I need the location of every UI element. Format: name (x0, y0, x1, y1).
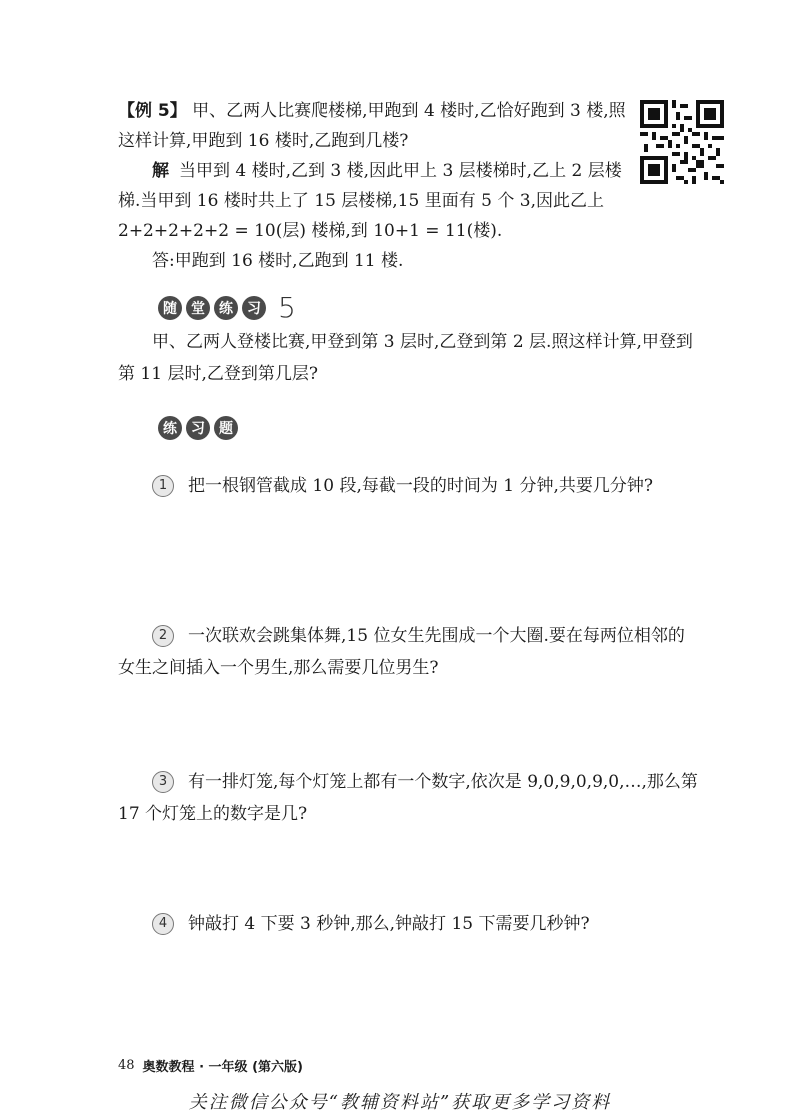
practice-badge-4: 习 (242, 296, 266, 320)
exercise-badge-3: 题 (214, 416, 238, 440)
qr-code-icon[interactable] (640, 100, 724, 184)
exercise-4-body: 钟敲打 4 下要 3 秒钟,那么,钟敲打 15 下需要几秒钟? (188, 914, 590, 934)
example-problem (118, 96, 638, 156)
example-5-block (118, 96, 638, 276)
practice-badge-3: 练 (214, 296, 238, 320)
exercise-badge-2: 习 (186, 416, 210, 440)
example-answer: 答:甲跑到 16 楼时,乙跑到 11 楼. (152, 251, 404, 271)
watermark-text: 关注微信公众号“教辅资料站”获取更多学习资料 (188, 1092, 612, 1113)
page-footer (118, 1056, 303, 1075)
practice-problem (118, 326, 700, 390)
exercise-section-header (158, 416, 242, 440)
exercise-1-text (118, 470, 700, 502)
solution-text: 当甲到 4 楼时,乙到 3 楼,因此甲上 3 层楼梯时,乙上 2 层楼梯.当甲到 16 楼时共上了 15 层楼梯,15 里面有 5 个 3,因此乙上 2+2+2+2+2 = 10(层) 楼梯,到 10+1 = 11(楼). (118, 161, 622, 241)
page-number: 48 (118, 1058, 135, 1073)
exercise-2-body: 一次联欢会跳集体舞,15 位女生先围成一个大圈.要在每两位相邻的女生之间插入一个男生,那么需要几位男生? (118, 626, 685, 678)
example-problem-text: 甲、乙两人比赛爬楼梯,甲跑到 4 楼时,乙恰好跑到 3 楼,照这样计算,甲跑到 16 楼时,乙跑到几楼? (118, 101, 626, 151)
exercise-3 (118, 766, 700, 830)
solution-label: 解 (152, 161, 169, 181)
exercise-4 (118, 908, 700, 940)
exercise-2-text (118, 620, 700, 684)
practice-badge-1: 随 (158, 296, 182, 320)
exercise-badge-1: 练 (158, 416, 182, 440)
exercise-3-body: 有一排灯笼,每个灯笼上都有一个数字,依次是 9,0,9,0,9,0,…,那么第 17 个灯笼上的数字是几? (118, 772, 698, 824)
exercise-4-text (118, 908, 700, 940)
exercise-2 (118, 620, 700, 684)
exercise-4-number: 4 (152, 913, 174, 935)
example-label: 【例 5】 (118, 101, 187, 121)
exercise-1 (118, 470, 700, 502)
exercise-1-body: 把一根钢管截成 10 段,每截一段的时间为 1 分钟,共要几分钟? (188, 476, 653, 496)
exercise-3-number: 3 (152, 771, 174, 793)
book-title: 奥数教程 · 一年级 (第六版) (142, 1060, 303, 1075)
exercise-2-number: 2 (152, 625, 174, 647)
exercise-3-text (118, 766, 700, 830)
practice-problem-text: 甲、乙两人登楼比赛,甲登到第 3 层时,乙登到第 2 层.照这样计算,甲登到第 11 层时,乙登到第几层? (118, 332, 693, 384)
exercise-1-number: 1 (152, 475, 174, 497)
practice-section-header (158, 291, 296, 324)
practice-badge-2: 堂 (186, 296, 210, 320)
practice-number: 5 (278, 291, 296, 324)
example-solution (118, 156, 638, 246)
